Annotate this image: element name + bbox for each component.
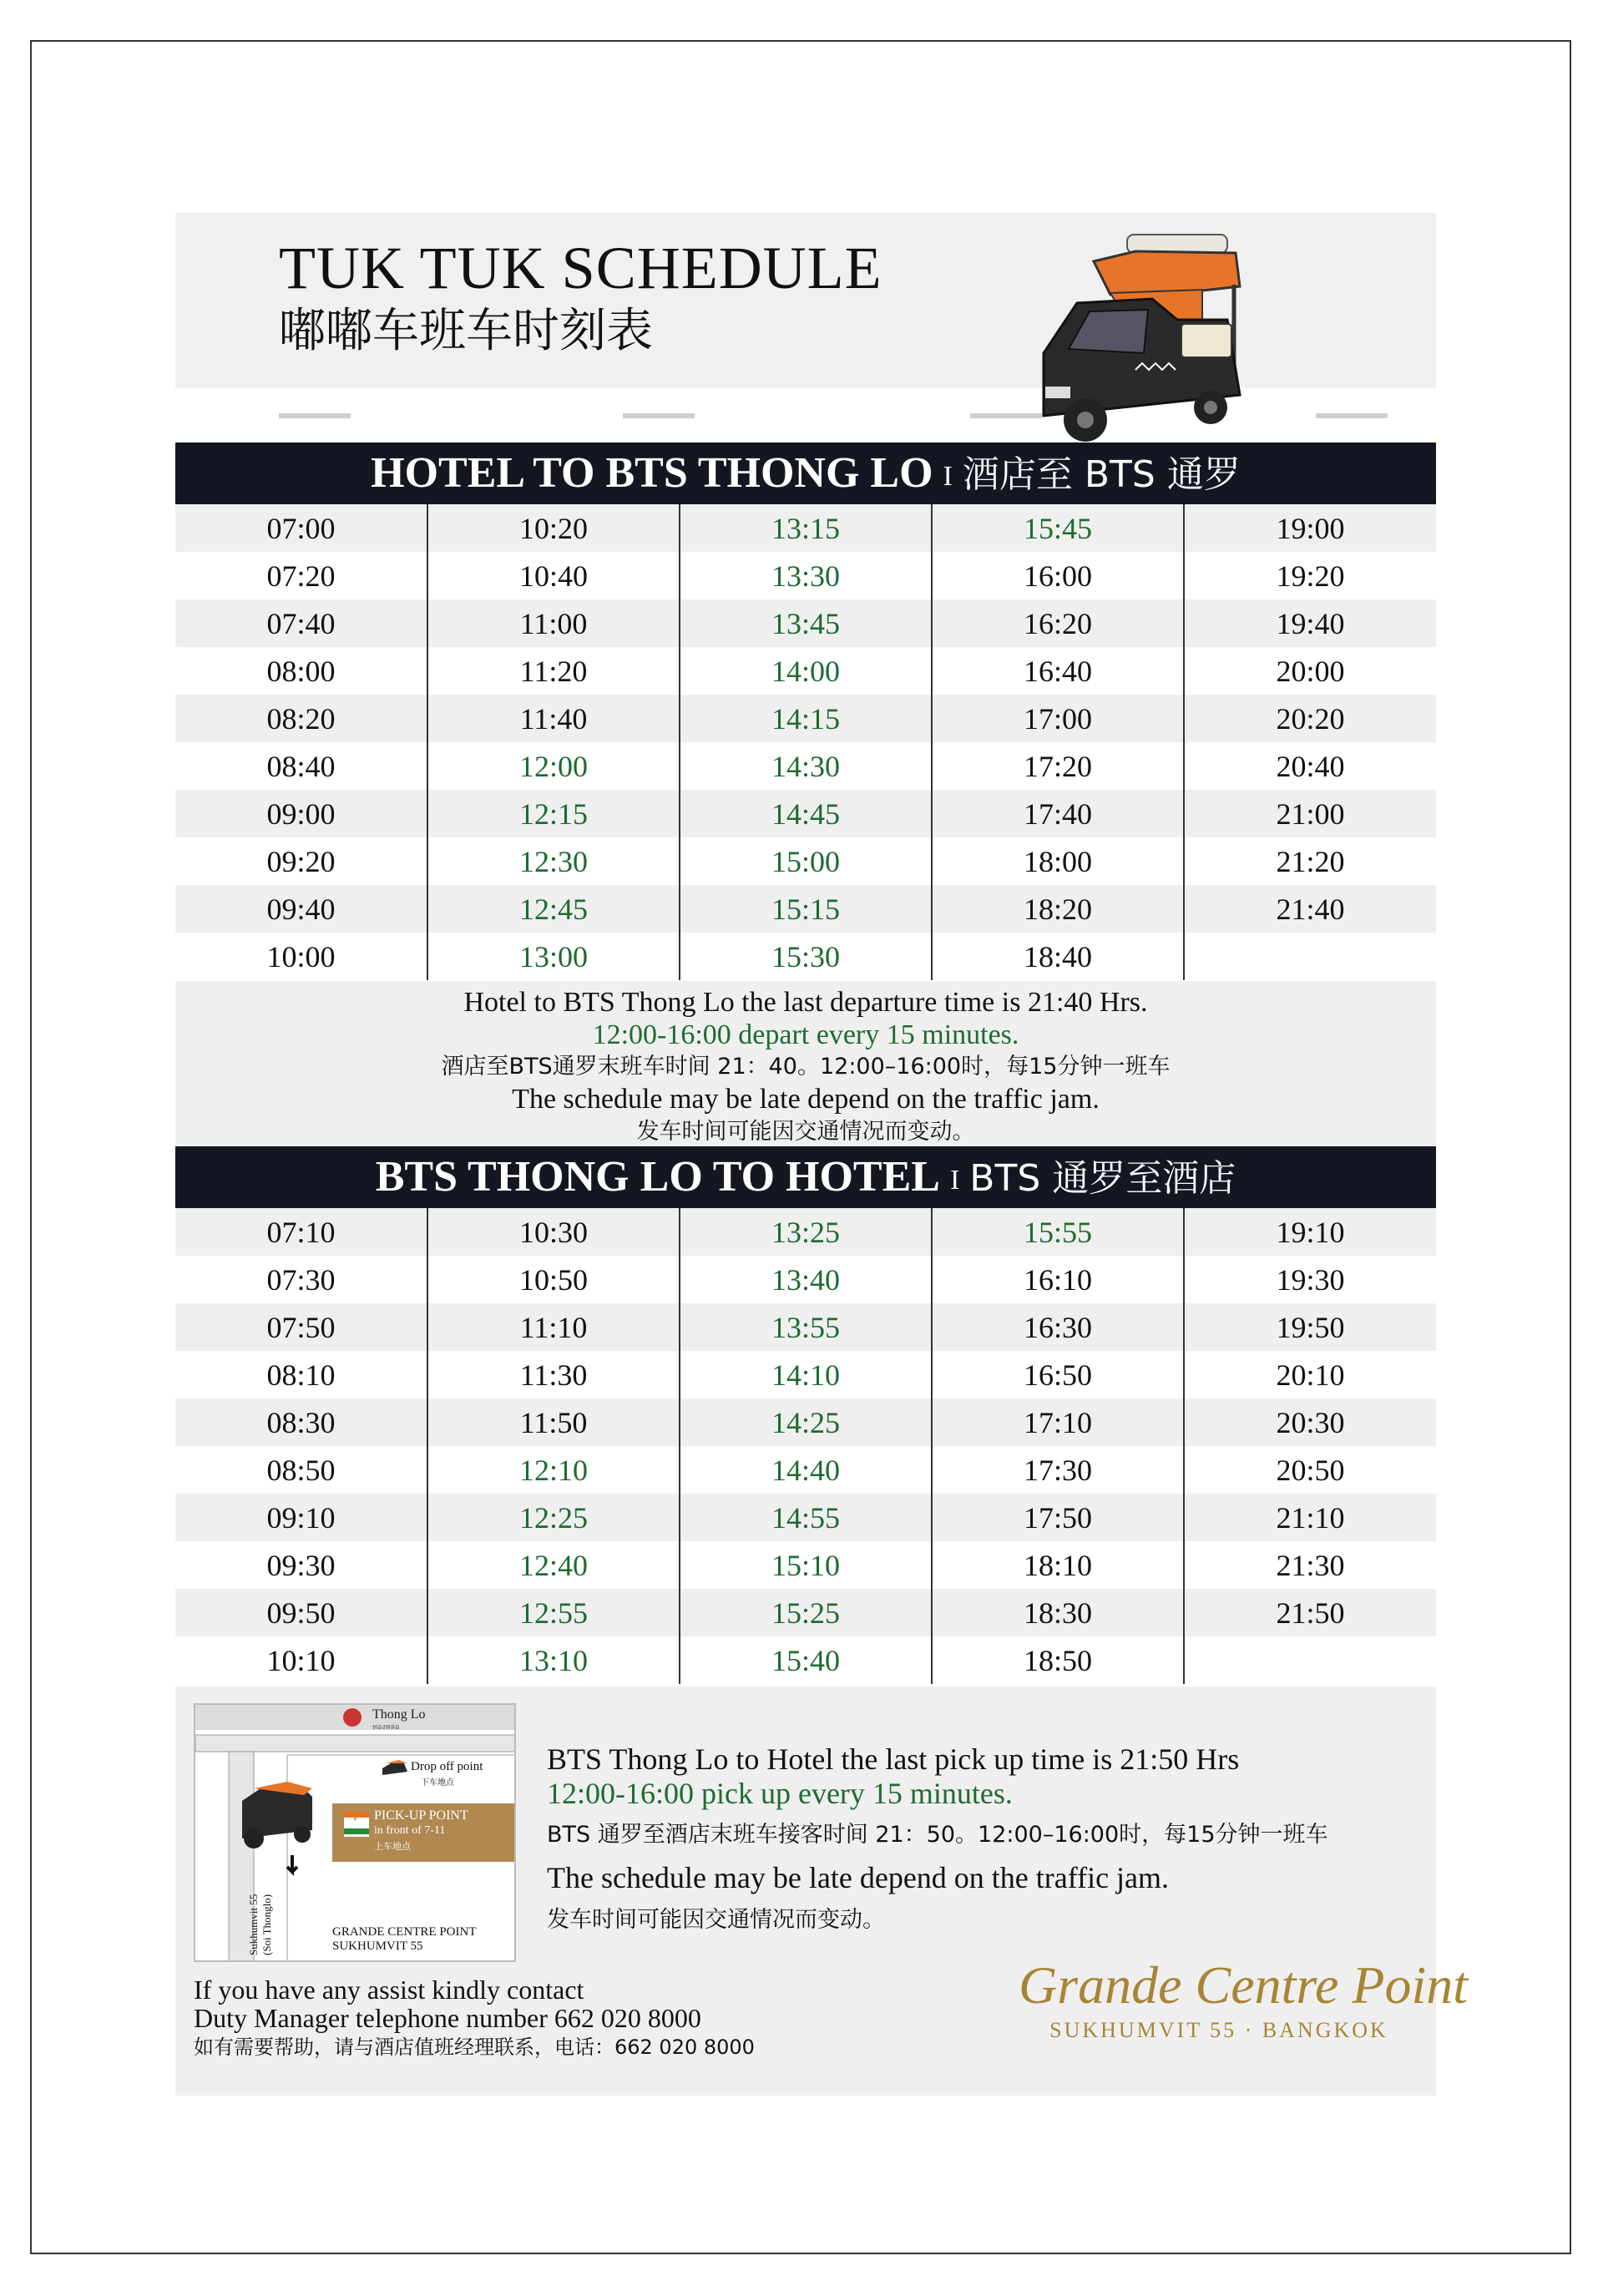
divider-dash [1316, 413, 1388, 418]
table-row [175, 1541, 1436, 1589]
table-row [175, 647, 1436, 695]
time-cell: 12:00 [427, 742, 680, 790]
time-cell: 20:10 [1184, 1351, 1436, 1398]
time-cell: 15:40 [680, 1636, 932, 1684]
time-cell: 10:00 [175, 933, 427, 980]
time-cell: 13:55 [680, 1303, 932, 1351]
time-cell: 21:20 [1184, 837, 1436, 885]
time-cell: 11:00 [427, 599, 680, 647]
time-cell: 11:10 [427, 1303, 680, 1351]
time-cell: 12:15 [427, 790, 680, 837]
time-cell: 08:20 [175, 695, 427, 742]
time-cell: 09:10 [175, 1494, 427, 1541]
time-cell: 15:00 [680, 837, 932, 885]
time-cell: 13:30 [680, 552, 932, 599]
time-cell: 20:00 [1184, 647, 1436, 695]
time-cell: 12:10 [427, 1446, 680, 1494]
time-cell: 14:25 [680, 1398, 932, 1446]
time-cell: 14:00 [680, 647, 932, 695]
table-row [175, 1303, 1436, 1351]
time-cell: 17:40 [932, 790, 1184, 837]
divider-dash [623, 413, 695, 418]
map-roads [195, 1705, 516, 1962]
time-cell: 14:15 [680, 695, 932, 742]
contact-info [194, 1975, 755, 2062]
table-row [175, 885, 1436, 933]
time-cell: 18:40 [932, 933, 1184, 980]
time-cell: 07:50 [175, 1303, 427, 1351]
drop-off-label-chinese: 下车地点 [421, 1778, 454, 1788]
time-cell: 07:00 [175, 504, 427, 552]
time-cell: 18:00 [932, 837, 1184, 885]
logo-subtitle: SUKHUMVIT 55 · BANGKOK [1049, 2018, 1388, 2042]
pickup-label: PICK-UP POINT [374, 1808, 468, 1823]
time-cell: 14:30 [680, 742, 932, 790]
pickup-traffic-note: The schedule may be late depend on the traffic jam. [547, 1861, 1170, 1894]
time-cell: 11:30 [427, 1351, 680, 1398]
traffic-note: The schedule may be late depend on the traffic jam. [512, 1084, 1100, 1115]
time-cell: 12:40 [427, 1541, 680, 1589]
time-cell: 21:00 [1184, 790, 1436, 837]
time-cell: 17:50 [932, 1494, 1184, 1541]
time-cell: 07:10 [175, 1208, 427, 1256]
title-chinese: 嘟嘟车班车时刻表 [279, 304, 653, 358]
time-cell: 18:10 [932, 1541, 1184, 1589]
table-row [175, 933, 1436, 980]
last-pickup-note: BTS Thong Lo to Hotel the last pick up time is 21:50 Hrs [547, 1742, 1240, 1776]
time-cell: 13:10 [427, 1636, 680, 1684]
notes-hotel-to-bts [175, 981, 1436, 1146]
section-title-chinese: BTS 通罗至酒店 [969, 1157, 1236, 1200]
contact-phone: Duty Manager telephone number 662 020 8000 [194, 2003, 701, 2033]
contact-line: If you have any assist kindly contact [194, 1975, 584, 2005]
section-title-chinese: 酒店至 BTS 通罗 [962, 453, 1241, 496]
time-cell: 19:20 [1184, 552, 1436, 599]
time-cell: 17:00 [932, 695, 1184, 742]
footer [175, 1687, 1468, 2096]
time-cell: 19:10 [1184, 1208, 1436, 1256]
time-cell: 18:20 [932, 885, 1184, 933]
time-cell: 12:25 [427, 1494, 680, 1541]
pickup-label-chinese: 上车地点 [374, 1841, 411, 1852]
time-cell: 12:55 [427, 1589, 680, 1636]
time-cell: 16:20 [932, 599, 1184, 647]
road-label-sub: (Soi Thonglo) [260, 1894, 273, 1955]
pickup-frequency-note: 12:00-16:00 pick up every 15 minutes. [547, 1777, 1013, 1810]
table-row [175, 1256, 1436, 1303]
table-row [175, 1398, 1436, 1446]
time-cell: 16:00 [932, 552, 1184, 599]
drop-off-label: Drop off point [411, 1760, 483, 1773]
pickup-map [194, 1703, 516, 1962]
time-cell: 12:30 [427, 837, 680, 885]
last-departure-note: Hotel to BTS Thong Lo the last departure time is 21:40 Hrs. [463, 987, 1148, 1018]
time-cell: 17:30 [932, 1446, 1184, 1494]
divider-dash [279, 413, 351, 418]
time-cell: 18:50 [932, 1636, 1184, 1684]
time-cell: 09:00 [175, 790, 427, 837]
time-cell: 10:10 [175, 1636, 427, 1684]
time-cell: 16:40 [932, 647, 1184, 695]
time-cell: 07:30 [175, 1256, 427, 1303]
frequency-note: 12:00-16:00 depart every 15 minutes. [592, 1019, 1019, 1050]
time-cell: 20:20 [1184, 695, 1436, 742]
contact-chinese: 如有需要帮助，请与酒店值班经理联系，电话：662 020 8000 [194, 2036, 755, 2059]
table-row [175, 1589, 1436, 1636]
hotel-label-street: SUKHUMVIT 55 [332, 1939, 423, 1953]
table-row [175, 504, 1436, 552]
time-cell: 08:40 [175, 742, 427, 790]
time-cell [1184, 1636, 1436, 1684]
time-cell: 13:45 [680, 599, 932, 647]
time-cell: 19:30 [1184, 1256, 1436, 1303]
seven-eleven-icon: 7 [352, 1812, 359, 1823]
station-name: Thong Lo [372, 1707, 426, 1722]
time-cell: 10:20 [427, 504, 680, 552]
time-cell: 13:00 [427, 933, 680, 980]
time-cell: 14:10 [680, 1351, 932, 1398]
time-cell: 11:50 [427, 1398, 680, 1446]
time-cell: 19:00 [1184, 504, 1436, 552]
time-cell: 17:10 [932, 1398, 1184, 1446]
time-cell [1184, 933, 1436, 980]
time-cell: 20:30 [1184, 1398, 1436, 1446]
pickup-notes [547, 1742, 1423, 1945]
time-cell: 14:40 [680, 1446, 932, 1494]
time-cell: 20:50 [1184, 1446, 1436, 1494]
time-cell: 08:00 [175, 647, 427, 695]
time-cell: 09:50 [175, 1589, 427, 1636]
table-row [175, 1351, 1436, 1398]
time-cell: 13:15 [680, 504, 932, 552]
time-cell: 21:40 [1184, 885, 1436, 933]
time-cell: 08:10 [175, 1351, 427, 1398]
time-cell: 21:10 [1184, 1494, 1436, 1541]
time-cell: 14:55 [680, 1494, 932, 1541]
station-name-thai: ทองหล่อ [372, 1722, 400, 1731]
time-cell: 08:50 [175, 1446, 427, 1494]
time-cell: 17:20 [932, 742, 1184, 790]
table-row [175, 1208, 1436, 1256]
pickup-traffic-note-chinese: 发车时间可能因交通情况而变动。 [547, 1907, 885, 1933]
section-header-hotel-to-bts [175, 443, 1436, 504]
section-header-bts-to-hotel [175, 1146, 1436, 1208]
road-label: Sukhumvit 55 [247, 1894, 260, 1955]
time-cell: 08:30 [175, 1398, 427, 1446]
table-row [175, 1446, 1436, 1494]
pickup-sub-label: in front of 7-11 [374, 1824, 446, 1837]
time-cell: 13:25 [680, 1208, 932, 1256]
time-cell: 14:45 [680, 790, 932, 837]
time-cell: 11:20 [427, 647, 680, 695]
time-cell: 16:10 [932, 1256, 1184, 1303]
table-row [175, 599, 1436, 647]
tuktuk-icon [1010, 228, 1261, 445]
time-cell: 10:50 [427, 1256, 680, 1303]
title-separator: I [949, 1165, 960, 1196]
schedule-table-bts-to-hotel [175, 1208, 1436, 1684]
time-cell: 15:25 [680, 1589, 932, 1636]
time-cell: 15:30 [680, 933, 932, 980]
section-title-english: BTS THONG LO TO HOTEL [375, 1153, 940, 1201]
hotel-logo [1019, 1955, 1468, 2046]
table-row [175, 1636, 1436, 1684]
time-cell: 09:20 [175, 837, 427, 885]
title-english: TUK TUK SCHEDULE [279, 235, 882, 301]
title-separator: I [943, 461, 953, 493]
time-cell: 09:40 [175, 885, 427, 933]
time-cell: 07:40 [175, 599, 427, 647]
time-cell: 10:40 [427, 552, 680, 599]
time-cell: 19:40 [1184, 599, 1436, 647]
table-row [175, 1494, 1436, 1541]
time-cell: 11:40 [427, 695, 680, 742]
time-cell: 07:20 [175, 552, 427, 599]
table-row [175, 552, 1436, 599]
time-cell: 21:50 [1184, 1589, 1436, 1636]
time-cell: 10:30 [427, 1208, 680, 1256]
traffic-note-chinese: 发车时间可能因交通情况而变动。 [636, 1119, 975, 1145]
time-cell: 18:30 [932, 1589, 1184, 1636]
time-cell: 19:50 [1184, 1303, 1436, 1351]
time-cell: 09:30 [175, 1541, 427, 1589]
time-cell: 16:30 [932, 1303, 1184, 1351]
table-row [175, 742, 1436, 790]
table-row [175, 695, 1436, 742]
hotel-label: GRANDE CENTRE POINT [332, 1925, 477, 1939]
time-cell: 15:10 [680, 1541, 932, 1589]
table-row [175, 790, 1436, 837]
time-cell: 13:40 [680, 1256, 932, 1303]
time-cell: 15:15 [680, 885, 932, 933]
table-row [175, 837, 1436, 885]
time-cell: 20:40 [1184, 742, 1436, 790]
time-cell: 16:50 [932, 1351, 1184, 1398]
note-chinese: 酒店至BTS通罗末班车时间 21：40。12:00–16:00时，每15分钟一班车 [441, 1054, 1171, 1080]
pickup-note-chinese: BTS 通罗至酒店末班车接客时间 21：50。12:00–16:00时，每15分钟一班车 [547, 1822, 1328, 1848]
time-cell: 15:55 [932, 1208, 1184, 1256]
time-cell: 21:30 [1184, 1541, 1436, 1589]
section-title-english: HOTEL TO BTS THONG LO [371, 449, 933, 497]
logo-brand: Grande Centre Point [1019, 1955, 1468, 2015]
schedule-table-hotel-to-bts [175, 504, 1436, 980]
time-cell: 15:45 [932, 504, 1184, 552]
time-cell: 12:45 [427, 885, 680, 933]
